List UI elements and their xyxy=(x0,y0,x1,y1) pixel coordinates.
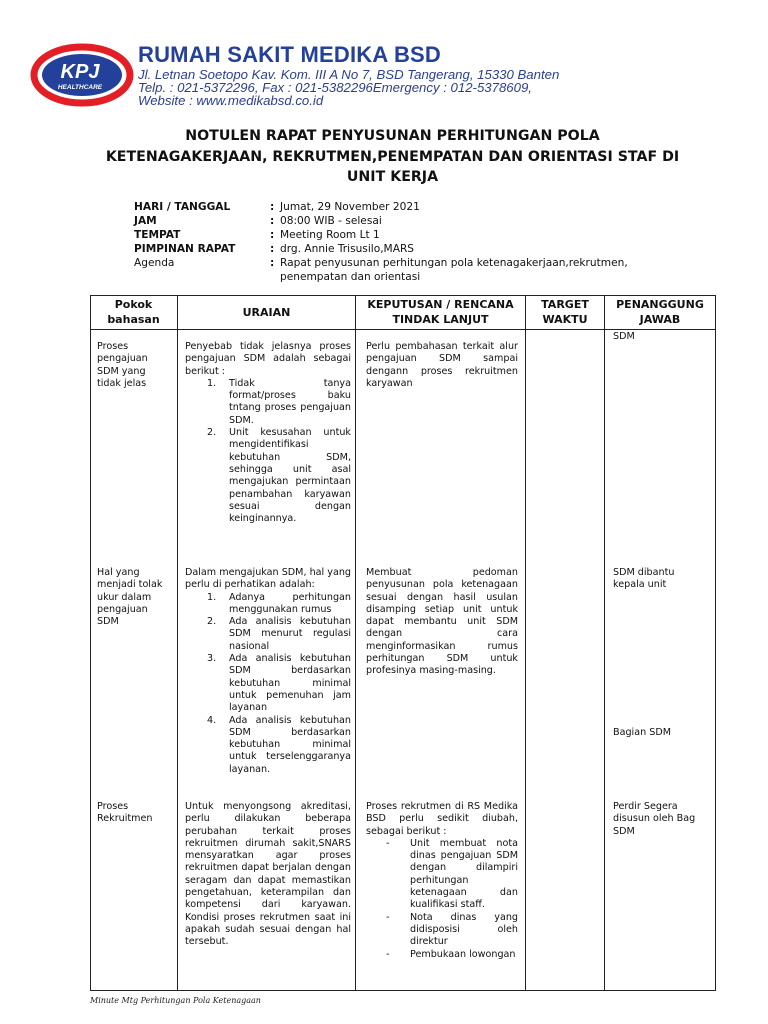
row3-keputusan xyxy=(366,801,518,961)
org-website: Website : www.medikabsd.co.id xyxy=(138,93,324,108)
doc-title-line-2: KETENAGAKERJAAN, REKRUTMEN,PENEMPATAN DAN ORIENTASI STAF DI xyxy=(105,149,680,165)
org-name: RUMAH SAKIT MEDIKA BSD xyxy=(138,42,442,67)
logo-text: KPJ xyxy=(60,61,100,83)
row1-pokok xyxy=(97,341,173,390)
info-value-cont: penempatan dan orientasi xyxy=(280,271,421,283)
row2-keputusan xyxy=(366,567,518,678)
info-separator: : xyxy=(270,229,275,241)
header-uraian: URAIAN xyxy=(242,305,291,319)
uraian-intro: Dalam mengajukan SDM, hal yang perlu di perhatikan adalah: xyxy=(185,567,351,591)
row1-keputusan xyxy=(366,341,518,390)
info-separator: : xyxy=(270,201,275,213)
header-text: WAKTU xyxy=(542,313,588,326)
logo-subtext: HEALTHCARE xyxy=(57,84,103,91)
doc-title-line-3: UNIT KERJA xyxy=(346,169,439,185)
header-text: PENANGGUNG xyxy=(616,298,704,311)
row2-pokok xyxy=(97,567,173,628)
keputusan-item: - Unit membuat nota dinas pengajuan SDM dengan dilampiri perhitungan ketenagaan dan kualifikasi staff. xyxy=(386,837,518,911)
kpj-logo-icon xyxy=(30,40,140,110)
row1-uraian xyxy=(185,341,351,525)
row2-pj-1: SDM dibantu kepala unit xyxy=(613,567,675,591)
info-value: 08:00 WIB - selesai xyxy=(280,215,382,227)
info-separator: : xyxy=(270,215,275,227)
keputusan-text: Membuat pedoman penyusunan pola ketenagaan sesuai dengan hasil usulan disamping setiap unit untuk dapat membantu unit SDM dengan cara menginformasikan rumus perhitungan SDM untuk profesinya masing-masing. xyxy=(366,567,518,677)
minutes-table xyxy=(90,295,716,991)
info-label: HARI / TANGGAL xyxy=(134,201,231,213)
keputusan-intro: Proses rekrutmen di RS Medika BSD perlu sedikit diubah, sebagai berikut : xyxy=(366,801,518,837)
uraian-item: 1. Adanya perhitungan menggunakan rumus xyxy=(207,591,351,615)
header-text: TINDAK LANJUT xyxy=(392,313,489,326)
pokok-line: menjadi tolak xyxy=(97,579,163,591)
pokok-line: SDM xyxy=(97,616,119,628)
header-text: TARGET xyxy=(541,298,589,311)
pokok-line: ukur dalam xyxy=(97,591,152,603)
info-label: TEMPAT xyxy=(134,229,181,241)
pokok-line: Rekruitmen xyxy=(97,813,153,825)
header-penanggung-jawab xyxy=(605,295,715,329)
info-value: Rapat penyusunan perhitungan pola ketenagakerjaan,rekrutmen, xyxy=(280,257,628,269)
hospital-logo xyxy=(30,40,140,110)
uraian-item: 2. Unit kesusahan untuk mengidentifikasi kebutuhan SDM, sehingga unit asal mengajukan permintaan penambahan karyawan sesuai dengan keinginannya. xyxy=(207,427,351,525)
header-text: bahasan xyxy=(107,313,160,326)
info-value: Meeting Room Lt 1 xyxy=(280,229,380,241)
uraian-item: 3. Ada analisis kebutuhan SDM berdasarkan kebutuhan minimal untuk pemenuhan jam layanan xyxy=(207,653,351,714)
row3-uraian xyxy=(185,801,351,949)
info-separator: : xyxy=(270,257,275,269)
pokok-line: pengajuan xyxy=(97,353,148,365)
header-text: Pokok xyxy=(114,298,153,311)
uraian-intro: Penyebab tidak jelasnya proses pengajuan SDM adalah sebagai berikut : xyxy=(185,341,351,377)
row3-pokok xyxy=(97,801,173,826)
uraian-item: 2. Ada analisis kebutuhan SDM menurut regulasi nasional xyxy=(207,616,351,652)
org-address: Jl. Letnan Soetopo Kav. Kom. III A No 7, BSD Tangerang, 15330 Banten xyxy=(138,67,560,82)
org-phone: Telp. : 021-5372296, Fax : 021-5382296Emergency : 012-5378609, xyxy=(138,80,532,95)
header-keputusan xyxy=(356,295,525,329)
row2-pj-2: Bagian SDM xyxy=(613,727,671,738)
pokok-line: Proses xyxy=(97,801,129,812)
keputusan-text: Perlu pembahasan terkait alur pengajuan SDM sampai dengann proses rekruitmen karyawan xyxy=(366,341,518,389)
page-footer: Minute Mtg Perhitungan Pola Ketenagaan xyxy=(90,996,261,1005)
pokok-line: pengajuan xyxy=(97,603,148,615)
pokok-line: Hal yang xyxy=(97,567,140,578)
keputusan-item: - Pembukaan lowongan xyxy=(386,948,516,960)
pokok-line: tidak jelas xyxy=(97,377,147,389)
info-label: PIMPINAN RAPAT xyxy=(134,243,236,255)
keputusan-item: - Nota dinas yang didisposisi oleh direktur xyxy=(386,911,518,948)
row1-pj: SDM xyxy=(613,331,635,342)
uraian-text: Untuk menyongsong akreditasi, perlu dilakukan beberapa perubahan terkait proses rekruitmen dirumah sakit,SNARS mensyaratkan agar proses rekruitmen dapat berjalan dengan seragam dan dapat memastikan pengetahuan, keterampilan dan kompetensi dari karyawan. Kondisi proses rekrutmen saat ini apakah sudah sesuai dengan hal tersebut. xyxy=(185,801,351,948)
pokok-line: SDM yang xyxy=(97,365,146,377)
doc-title-line-1: NOTULEN RAPAT PENYUSUNAN PERHITUNGAN POLA xyxy=(185,128,600,144)
pokok-line: Proses xyxy=(97,341,129,352)
info-value: drg. Annie Trisusilo,MARS xyxy=(280,243,415,255)
uraian-item: 1. Tidak tanya format/proses baku tntang proses pengajuan SDM. xyxy=(207,377,351,426)
info-label: JAM xyxy=(134,215,157,227)
header-target xyxy=(526,295,604,329)
info-separator: : xyxy=(270,243,275,255)
uraian-item: 4. Ada analisis kebutuhan SDM berdasarkan kebutuhan minimal untuk terselenggaranya layanan. xyxy=(207,714,351,775)
row2-uraian xyxy=(185,567,351,776)
info-label: Agenda xyxy=(134,257,175,269)
header-text: JAWAB xyxy=(639,313,681,326)
header-text: KEPUTUSAN / RENCANA xyxy=(367,298,514,311)
info-value: Jumat, 29 November 2021 xyxy=(280,201,420,213)
row3-pj: Perdir Segera disusun oleh Bag SDM xyxy=(613,801,696,837)
header-pokok xyxy=(90,295,177,329)
